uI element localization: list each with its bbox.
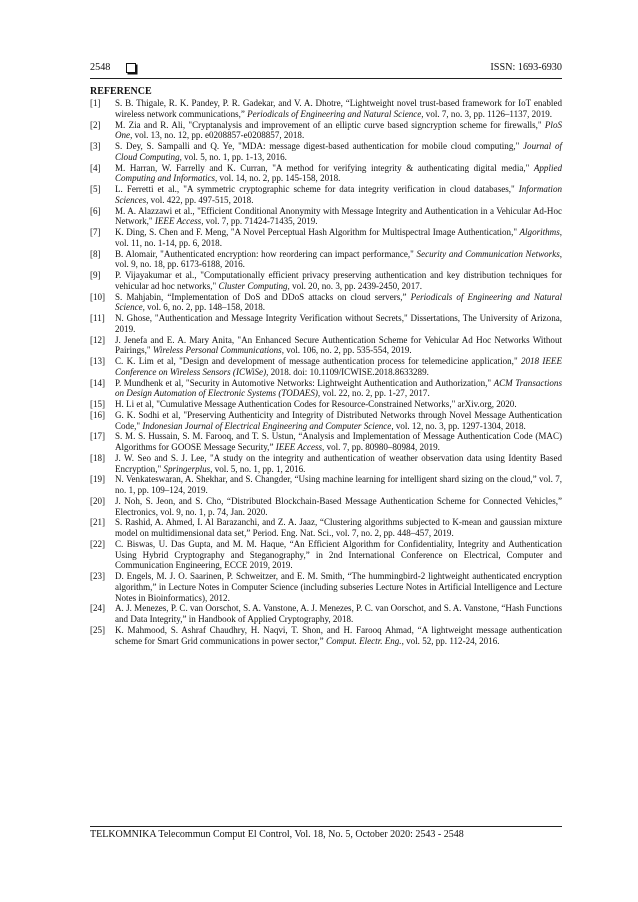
reference-details: , vol. 422, pp. 497-515, 2018. — [146, 194, 254, 205]
reference-item — [90, 453, 562, 475]
reference-details: , vol. 6, no. 2, pp. 148–158, 2018. — [142, 302, 266, 313]
reference-number: [15] — [90, 399, 106, 409]
reference-venue: IEEE Access — [275, 442, 323, 452]
reference-text: B. Alomair, "Authenticated encryption: how reordering can impact performance," — [115, 248, 417, 259]
reference-number: [9] — [90, 270, 101, 280]
reference-item — [90, 474, 562, 496]
reference-number: [19] — [90, 474, 106, 485]
reference-details: vol. 20, no. 3, pp. 2439-2450, 2017. — [289, 280, 423, 291]
reference-item — [90, 120, 562, 142]
reference-text: K. Ding, S. Chen and F. Meng, "A Novel Perceptual Hash Algorithm for Multispectral Image Authentication," — [115, 227, 520, 237]
reference-item — [90, 335, 562, 357]
reference-venue: PloS One — [115, 119, 562, 141]
reference-details: , vol. 7, pp. 80980–80984, 2019. — [322, 442, 440, 452]
reference-item — [90, 603, 562, 625]
reference-text: M. Zia and R. Ali, "Cryptanalysis and improvement of an elliptic curve based signcryption scheme for firewalls," — [115, 119, 545, 130]
reference-number: [17] — [90, 431, 106, 442]
footer-rule — [90, 826, 562, 827]
reference-item — [90, 98, 562, 120]
reference-details: , vol. 14, no. 2, pp. 145-158, 2018. — [215, 173, 341, 184]
reference-item — [90, 399, 562, 410]
reference-text: S. B. Thigale, R. K. Pandey, P. R. Gadekar, and V. A. Dhotre, “Lightweight novel trust-based framework for IoT enabled wireless network communications,” — [115, 98, 562, 119]
reference-item — [90, 378, 562, 400]
reference-venue: 2018 IEEE Conference on Wireless Sensors (ICWiSe), — [115, 356, 562, 377]
reference-venue: Information Sciences — [115, 184, 562, 205]
reference-number: [16] — [90, 409, 106, 420]
reference-item — [90, 571, 562, 603]
reference-venue: ACM Transactions on Design Automation of Electronic Systems (TODAES) — [115, 377, 562, 399]
reference-number: [6] — [90, 205, 101, 216]
reference-number: [5] — [90, 184, 101, 194]
reference-details: , vol. 11, no. 1-14, pp. 6, 2018. — [115, 227, 562, 248]
reference-venue: IEEE Access — [154, 216, 202, 227]
reference-number: [25] — [90, 624, 106, 635]
reference-text: S. Dey, S. Sampalli and Q. Ye, "MDA: message digest-based authentication for mobile cloud computing," — [115, 141, 524, 151]
reference-item — [90, 184, 562, 206]
reference-text: C. Biswas, U. Das Gupta, and M. M. Haque, “An Efficient Algorithm for Confidentiality, Integrity and Authentication Using Hybrid Cryptography and Steganography,” in 2nd International Conference on Electrical, Computer and Communication Engineering, ECCE 2019, 2019. — [115, 538, 562, 571]
reference-venue: Applied Computing and Informatics — [115, 162, 562, 184]
reference-details: vol. 106, no. 2, pp. 535-554, 2019. — [283, 345, 412, 356]
reference-item — [90, 625, 562, 647]
reference-text: L. Ferretti et al., "A symmetric cryptographic scheme for data integrity verification in cloud databases," — [115, 184, 519, 194]
reference-number: [23] — [90, 571, 106, 581]
reference-text: H. Li et al, "Cumulative Message Authentication Codes for Resource-Constrained Networks," arXiv.org, 2020. — [115, 399, 517, 409]
reference-item — [90, 313, 562, 335]
reference-list — [90, 98, 562, 646]
reference-item — [90, 270, 562, 292]
reference-details: , vol. 13, no. 12, pp. e0208857-e0208857, 2018. — [130, 130, 305, 141]
reference-details: , vol. 12, no. 3, pp. 1297-1304, 2018. — [391, 420, 526, 431]
reference-item — [90, 206, 562, 228]
reference-text: N. Venkateswaran, A. Shekhar, and S. Changder, “Using machine learning for intelligent shard sizing on the cloud,” vol. 7, no. 1, pp. 109–124, 2019. — [115, 474, 562, 495]
page-header — [90, 62, 562, 76]
reference-number: [10] — [90, 291, 106, 302]
reference-details: 2018. doi: 10.1109/ICWISE.2018.8633289. — [268, 366, 429, 377]
reference-details: , vol. 22, no. 2, pp. 1-27, 2017. — [317, 388, 430, 399]
page-footer: TELKOMNIKA Telecommun Comput El Control, Vol. 18, No. 5, October 2020: 2543 - 2548 — [90, 829, 464, 840]
reference-item — [90, 539, 562, 571]
reference-venue: Comput. Electr. Eng., — [325, 635, 404, 646]
reference-venue: Algorithms — [519, 227, 560, 237]
reference-venue: Indonesian Journal of Electrical Engineering and Computer Science — [142, 420, 392, 431]
reference-item — [90, 496, 562, 518]
reference-text: J. Jenefa and E. A. Mary Anita, "An Enhanced Secure Authentication Scheme for Vehicular Ad Hoc Networks Without Pairings," — [115, 334, 562, 356]
reference-text: N. Ghose, "Authentication and Message Integrity Verification without Secrets," Dissertations, The University of Arizona, 2019. — [115, 313, 562, 334]
reference-venue: Periodicals of Engineering and Natural Science — [115, 291, 562, 313]
header-rule — [90, 78, 562, 79]
reference-number: [12] — [90, 334, 106, 345]
reference-text: P. Vijayakumar et al., "Computationally efficient privacy preserving authentication and key distribution techniques for vehicular ad hoc networks," — [115, 270, 562, 291]
reference-text: M. Harran, W. Farrelly and K. Curran, "A method for verifying integrity & authenticating digital media," — [115, 162, 534, 173]
reference-details: , vol. 5, no. 1, pp. 1, 2016. — [210, 463, 306, 474]
reference-text: K. Mahmood, S. Ashraf Chaudhry, H. Naqvi, T. Shon, and H. Farooq Ahmad, “A lightweight message authentication scheme for Smart Grid communications in power sector,” — [115, 624, 562, 646]
issn-label: ISSN: 1693-6930 — [490, 62, 562, 73]
reference-text: S. Rashid, A. Ahmed, I. Al Barazanchi, and Z. A. Jaaz, “Clustering algorithms subjected to K-mean and gaussian mixture model on multidimensional data set,” Period. Eng. Nat. Sci., vol. 7, no. 2, pp. 448–457, 2019. — [115, 517, 562, 538]
reference-details: vol. 52, pp. 112-24, 2016. — [403, 635, 500, 646]
reference-item — [90, 356, 562, 378]
reference-text: M. A. Alazzawi et al., "Efficient Conditional Anonymity with Message Integrity and Authentication in a Vehicular Ad-Hoc Network," — [115, 205, 562, 227]
reference-item — [90, 249, 562, 271]
reference-venue: Journal of Cloud Computing — [115, 141, 562, 162]
reference-item — [90, 227, 562, 249]
reference-number: [18] — [90, 452, 106, 463]
reference-text: D. Engels, M. J. O. Saarinen, P. Schweitzer, and E. M. Smith, “The hummingbird-2 lightweight authenticated encryption algorithm,” in Lecture Notes in Computer Science (including subseries Lecture Notes in Artificial Intelligence and Lecture Notes in Bioinformatics), 2012. — [115, 571, 562, 603]
reference-number: [14] — [90, 377, 106, 388]
reference-venue: Cluster Computing, — [218, 280, 290, 291]
reference-text: P. Mundhenk et al, "Security in Automotive Networks: Lightweight Authentication and Authorization," — [115, 377, 494, 388]
reference-text: G. K. Sodhi et al, "Preserving Authenticity and Integrity of Distributed Networks through Novel Message Authentication Code," — [115, 409, 562, 431]
reference-venue: Security and Communication Networks — [416, 248, 560, 259]
reference-venue: Springerplus — [163, 463, 211, 474]
reference-number: [8] — [90, 248, 101, 259]
reference-number: [13] — [90, 356, 106, 366]
reference-number: [2] — [90, 119, 101, 130]
reference-text: A. J. Menezes, P. C. van Oorschot, S. A. Vanstone, A. J. Menezes, P. C. van Oorschot, and S. A. Vanstone, “Hash Functions and Data Integrity,” in Handbook of Applied Cryptography, 2018. — [115, 603, 562, 624]
reference-text: C. K. Lim et al, "Design and development of message authentication process for telemedicine application," — [115, 356, 521, 366]
reference-item — [90, 431, 562, 453]
section-heading: REFERENCE — [90, 86, 152, 97]
reference-details: , vol. 9, no. 18, pp. 6173-6188, 2016. — [115, 248, 562, 270]
reference-venue: Wireless Personal Communications, — [152, 345, 284, 356]
reference-venue: Periodicals of Engineering and Natural Science — [247, 108, 422, 119]
reference-number: [22] — [90, 538, 106, 549]
reference-text: J. W. Seo and S. J. Lee, "A study on the integrity and authentication of weather observation data using Identity Based Encryption," — [115, 452, 562, 474]
reference-text: J. Noh, S. Jeon, and S. Cho, “Distributed Blockchain-Based Message Authentication Scheme for Connected Vehicles,” Electronics, vol. 9, no. 1, p. 74, Jan. 2020. — [115, 495, 562, 517]
reference-number: [21] — [90, 517, 106, 528]
reference-number: [1] — [90, 98, 101, 108]
page-number: 2548 — [90, 62, 111, 73]
reference-number: [3] — [90, 141, 101, 151]
reference-number: [11] — [90, 313, 105, 323]
reference-item — [90, 517, 562, 539]
reference-number: [7] — [90, 227, 101, 237]
reference-details: , vol. 7, pp. 71424-71435, 2019. — [201, 216, 318, 227]
reference-item — [90, 141, 562, 163]
reference-item — [90, 292, 562, 314]
reference-number: [24] — [90, 603, 106, 614]
reference-number: [4] — [90, 162, 101, 173]
reference-item — [90, 163, 562, 185]
reference-number: [20] — [90, 495, 106, 506]
reference-text: S. Mahjabin, “Implementation of DoS and DDoS attacks on cloud servers,” — [115, 291, 411, 302]
reference-item — [90, 410, 562, 432]
reference-details: , vol. 5, no. 1, pp. 1-13, 2016. — [179, 151, 287, 162]
reference-text: S. M. S. Hussain, S. M. Farooq, and T. S. Ustun, “Analysis and Implementation of Message Authentication Code (MAC) Algorithms for GOOSE Message Security,” — [115, 431, 562, 452]
square-bullet-icon — [126, 63, 136, 73]
reference-details: , vol. 7, no. 3, pp. 1126–1137, 2019. — [421, 108, 553, 119]
